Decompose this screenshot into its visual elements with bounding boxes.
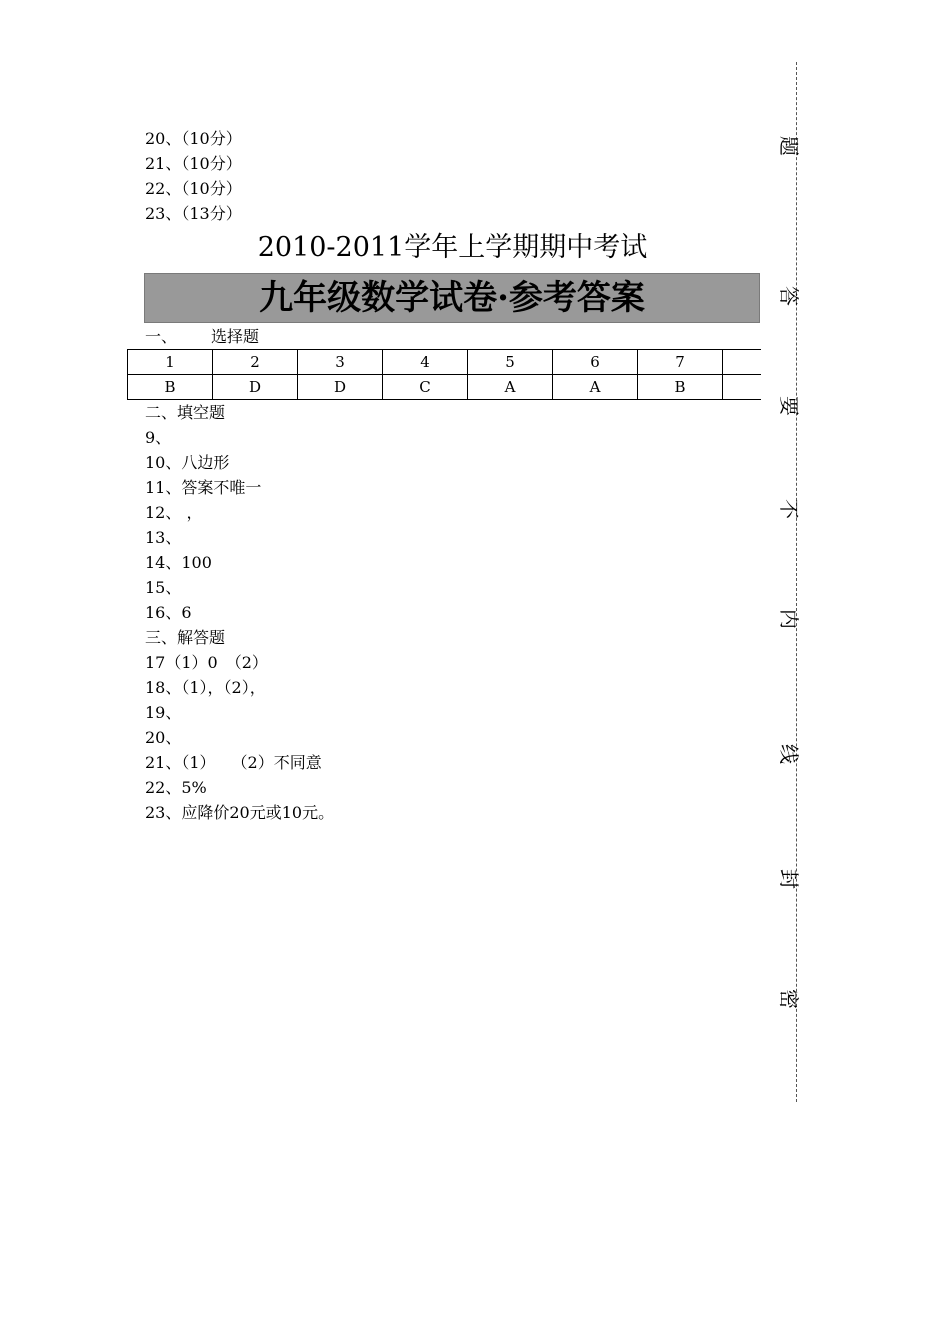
table-cell: D	[298, 375, 383, 400]
answer-list	[145, 400, 334, 825]
seal-char: 密	[777, 989, 801, 1009]
answer-line: 9、	[145, 428, 172, 447]
seal-char: 题	[777, 136, 801, 156]
choice-answer-table	[127, 349, 761, 400]
seal-char: 线	[777, 744, 801, 764]
exam-title: 2010-2011学年上学期期中考试	[257, 232, 648, 263]
answer-line: 三、解答题	[145, 628, 226, 647]
answer-line: 15、	[145, 578, 182, 597]
table-row-numbers	[128, 350, 762, 375]
section-label: 选择题	[211, 327, 260, 346]
table-cell: A	[468, 375, 553, 400]
table-cell: A	[553, 375, 638, 400]
answer-line: 10、八边形	[145, 453, 230, 472]
answer-line: 13、	[145, 528, 182, 547]
table-cell: 1	[128, 350, 213, 375]
seal-char: 内	[777, 609, 801, 629]
section-choice-heading	[145, 325, 259, 349]
answer-line: 二、填空题	[145, 403, 226, 422]
table-row-answers	[128, 375, 762, 400]
table-cell: 2	[213, 350, 298, 375]
table-cell: 4	[383, 350, 468, 375]
section-number: 一、	[145, 327, 178, 346]
answer-line: 20、	[145, 728, 182, 747]
table-cell: D	[213, 375, 298, 400]
score-list	[145, 126, 242, 226]
table-cell: 3	[298, 350, 383, 375]
answer-line: 23、应降价20元或10元。	[145, 803, 335, 822]
answer-line: 14、100	[145, 553, 212, 572]
banner-title: 九年级数学试卷·参考答案	[144, 273, 760, 323]
table-cell: B	[128, 375, 213, 400]
table-cell: 5	[468, 350, 553, 375]
answer-line: 18、（1），（2），	[145, 678, 266, 697]
answer-line: 19、	[145, 703, 182, 722]
score-line: 21、（10分）	[145, 154, 242, 173]
seal-char: 封	[777, 869, 801, 889]
table-cell: 6	[553, 350, 638, 375]
answer-line: 12、 ，	[145, 503, 203, 522]
answer-line: 17（1）0 （2）	[145, 653, 268, 672]
seal-char: 答	[777, 286, 801, 306]
table-cell-empty	[723, 375, 762, 400]
score-line: 23、（13分）	[145, 204, 242, 223]
table-cell-empty	[723, 350, 762, 375]
score-line: 20、（10分）	[145, 129, 242, 148]
seal-char: 不	[777, 499, 801, 519]
score-line: 22、（10分）	[145, 179, 242, 198]
answer-line: 11、答案不唯一	[145, 478, 262, 497]
table-cell: 7	[638, 350, 723, 375]
seal-dashed-line	[796, 62, 797, 1102]
table-cell: C	[383, 375, 468, 400]
answer-line: 16、6	[145, 603, 192, 622]
answer-line: 21、（1） （2）不同意	[145, 753, 322, 772]
answer-line: 22、5%	[145, 778, 207, 797]
table-cell: B	[638, 375, 723, 400]
seal-char: 要	[777, 396, 801, 416]
